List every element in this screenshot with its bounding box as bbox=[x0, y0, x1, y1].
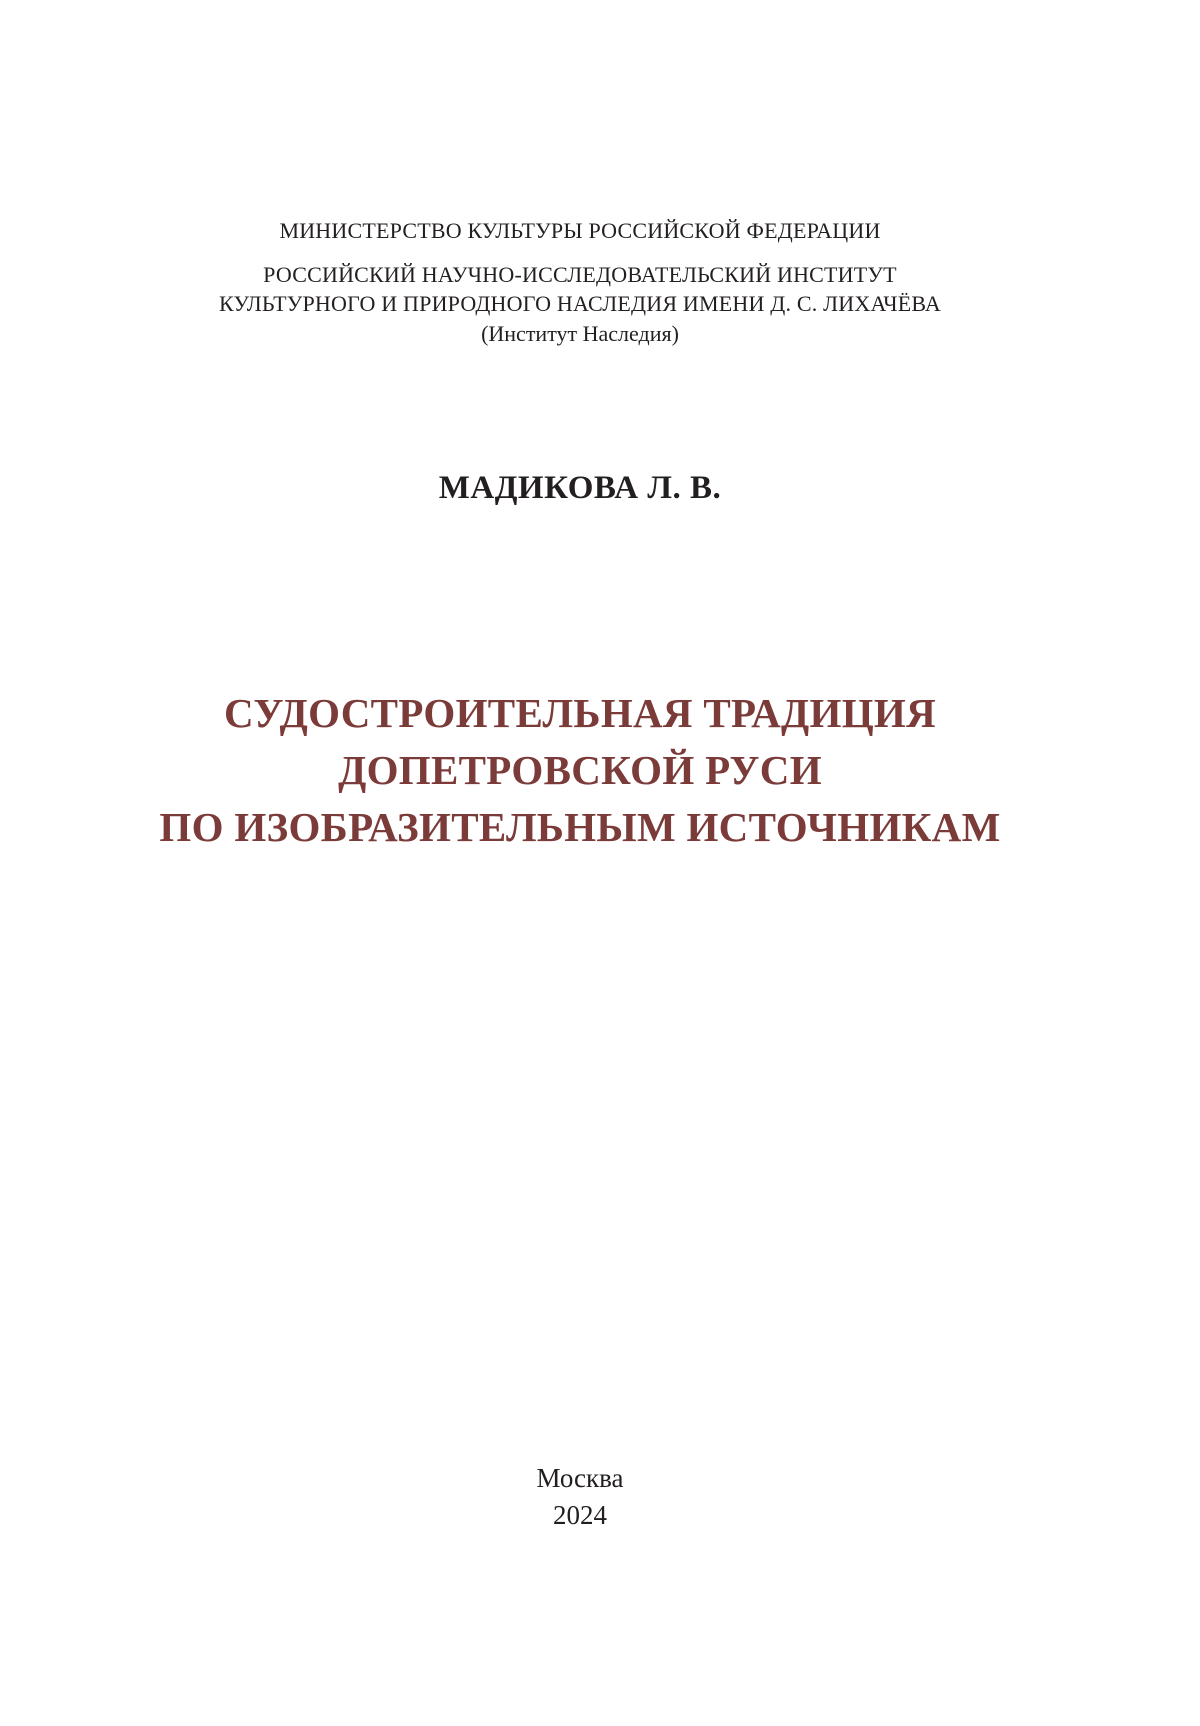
institute-name-line-1: РОССИЙСКИЙ НАУЧНО-ИССЛЕДОВАТЕЛЬСКИЙ ИНСТИТУТ bbox=[263, 262, 897, 287]
publication-year: 2024 bbox=[553, 1500, 607, 1530]
book-title-line-3: ПО ИЗОБРАЗИТЕЛЬНЫМ ИСТОЧНИКАМ bbox=[159, 804, 1001, 850]
ministry-name: МИНИСТЕРСТВО КУЛЬТУРЫ РОССИЙСКОЙ ФЕДЕРАЦИИ bbox=[279, 218, 881, 243]
author-name: МАДИКОВА Л. В. bbox=[438, 470, 722, 506]
publication-city: Москва bbox=[536, 1463, 624, 1493]
institute-short-name: (Институт Наследия) bbox=[481, 321, 679, 346]
book-title-line-1: СУДОСТРОИТЕЛЬНАЯ ТРАДИЦИЯ bbox=[223, 690, 937, 736]
institute-name-line-2: КУЛЬТУРНОГО И ПРИРОДНОГО НАСЛЕДИЯ ИМЕНИ Д. С. ЛИХАЧЁВА bbox=[219, 291, 941, 316]
book-title-line-2: ДОПЕТРОВСКОЙ РУСИ bbox=[338, 747, 822, 793]
